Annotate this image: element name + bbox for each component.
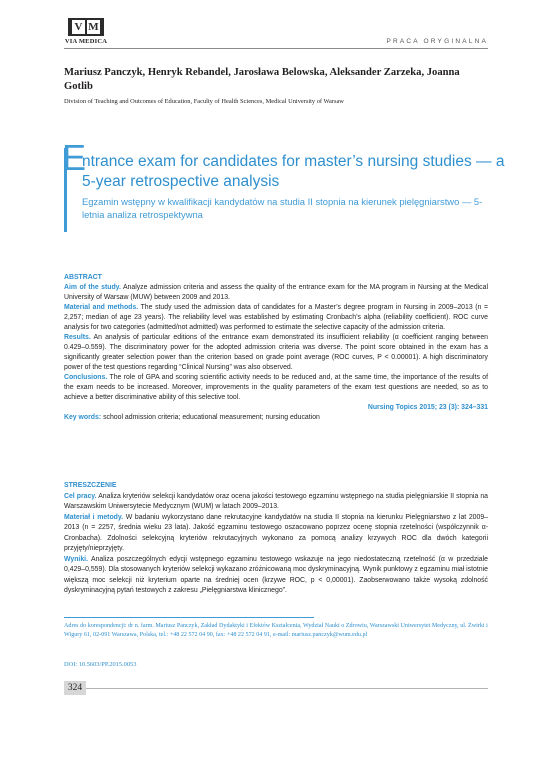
article-title-english: ntrance exam for candidates for master’s nursing studies — a 5-year retrospective analysis: [82, 153, 505, 190]
logo-text: VIA MEDICA: [64, 38, 108, 45]
streszczenie-methods-text: W badaniu wykorzystano dane rekrutacyjne kandydatów na studia II stopnia na kierunku Pielęgniarstwo z lat 2009–2013 (n = 2257, średnia wieku 23 lata). Jakość egzaminu testowego oszacowano poprzez ocenę stopnia rzetelności (współczynnik α-Cronbacha). Zdolności selekcyjną kryteriów rekrutacyjnych wykonano za pomocą analizy krzywych ROC dla dwóch kategorii przyjęty/nieprzyjęty.: [64, 513, 488, 552]
streszczenie-aim-text: Analiza kryteriów selekcji kandydatów oraz ocena jakości testowego egzaminu wstępnego na studia pielęgniarskie II stopnia na Warszawskim Uniwersytecie Medycznym (WUM) w latach 2009–2013.: [64, 492, 488, 510]
abstract-methods: [64, 303, 488, 333]
abstract-results-label: Results.: [64, 334, 91, 341]
affiliation: Division of Teaching and Outcomes of Education, Faculty of Health Sciences, Medical University of Warsaw: [64, 98, 344, 105]
abstract-conclusions-label: Conclusions.: [64, 374, 108, 381]
keywords-text: school admission criteria; educational measurement; nursing education: [101, 414, 320, 421]
abstract-methods-label: Material and methods.: [64, 304, 139, 311]
logo-letter-right: M: [88, 21, 99, 33]
abstract-conclusions: [64, 373, 488, 403]
author-list: Mariusz Panczyk, Henryk Rebandel, Jarosława Belowska, Aleksander Zarzeka, Joanna Gotlib: [64, 67, 460, 92]
header-rule: [64, 48, 488, 49]
footer-rule: [86, 688, 488, 689]
streszczenie-section: [64, 481, 488, 597]
abstract-aim: [64, 283, 488, 303]
doi: DOI: 10.5603/PP.2015.0053: [64, 661, 137, 668]
page-number: 324: [64, 681, 86, 695]
streszczenie-results-label: Wyniki.: [64, 555, 88, 563]
abstract-section: [64, 273, 488, 423]
streszczenie-results: [64, 555, 488, 597]
abstract-conclusions-text: The role of GPA and scoring scientific activity needs to be reduced and, at the same time, the importance of the results of the exam needs to be increased. Moreover, improvements in the quality parameters of the exam test questions are needed, so as to achieve a better discriminative ability of this selective tool.: [64, 374, 488, 401]
streszczenie-methods: [64, 513, 488, 555]
publisher-logo: [64, 18, 108, 45]
journal-citation: Nursing Topics 2015; 23 (3): 324–331: [367, 404, 488, 411]
keywords-label: Key words:: [64, 414, 102, 421]
keywords: [64, 413, 488, 423]
abstract-aim-text: Analyze admission criteria and assess the quality of the entrance exam for the MA program in Nursing at the Medical University of Warsaw (MUW) between 2009 and 2013.: [64, 284, 488, 301]
streszczenie-aim: [64, 492, 488, 513]
streszczenie-methods-label: Materiał i metody.: [64, 513, 124, 521]
logo-letter-left: V: [72, 20, 85, 34]
streszczenie-results-text: Analiza poszczególnych edycji wstępnego egzaminu testowego wskazuje na jego niedostateczną rzetelność (α w przedziale 0,429–0,559). Dla stosowanych kryteriów selekcji wykazano zróżnicowaną moc dyskryminacyjną. Wynik punktowy z egzaminu miał istotnie większą moc selekcji niż kryterium oparte na średniej ocen (krzywe ROC, p < 0,00001). Zaobserwowano także wysoką zdolność dyskryminacyjną pytań testowych z zakresu „Pielęgniarstwa klinicznego”.: [64, 555, 488, 594]
abstract-results: [64, 333, 488, 373]
streszczenie-heading: STRESZCZENIE: [64, 482, 117, 489]
section-label: PRACA ORYGINALNA: [386, 38, 488, 45]
abstract-heading: ABSTRACT: [64, 274, 102, 281]
abstract-methods-text: The study used the admission data of candidates for a Master’s degree program in Nursing in 2009–2013 (n = 2,257; median of age 23 years). The reliability level was established by estimating Cronbach’s alpha (reliability coefficient). ROC curve analysis for two categories (admitted/not admitted) was performed to estimate the selective capacity of the admission criteria.: [64, 304, 489, 331]
article-title-polish: Egzamin wstępny w kwalifikacji kandydatów na studia II stopnia na kierunek pielęgniarstwo — 5-letnia analiza retrospektywna: [82, 196, 483, 220]
title-drop-cap: E: [62, 137, 87, 178]
abstract-results-text: An analysis of particular editions of the entrance exam demonstrated its insufficient reliability (α coefficient ranging between 0.429–0.559). The discriminatory power for the adopted admission criteria was diverse. The point score obtained in the exam has a significantly greater selection power than the criterion based on grade point average (ROC curves, P < 0.00001). A high discriminatory power of the test questions regarding “Clinical Nursing” was also observed.: [64, 334, 488, 371]
logo-mark: [68, 18, 104, 36]
streszczenie-aim-label: Cel pracy.: [64, 492, 97, 500]
correspondence-rule: [64, 617, 314, 618]
abstract-aim-label: Aim of the study.: [64, 284, 121, 291]
correspondence-address: Adres do korespondencji: dr n. farm. Mariusz Panczyk, Zakład Dydaktyki i Efektów Kształcenia, Wydział Nauki o Zdrowiu, Warszawski Uniwersytet Medyczny, ul. Żwirki i Wigury 61, 02-091 Warszawa, Polska, tel.: +48 22 572 04 90, fax: +48 22 572 04 91, e-mail: mariusz.panczyk@wum.edu.pl: [64, 623, 488, 638]
